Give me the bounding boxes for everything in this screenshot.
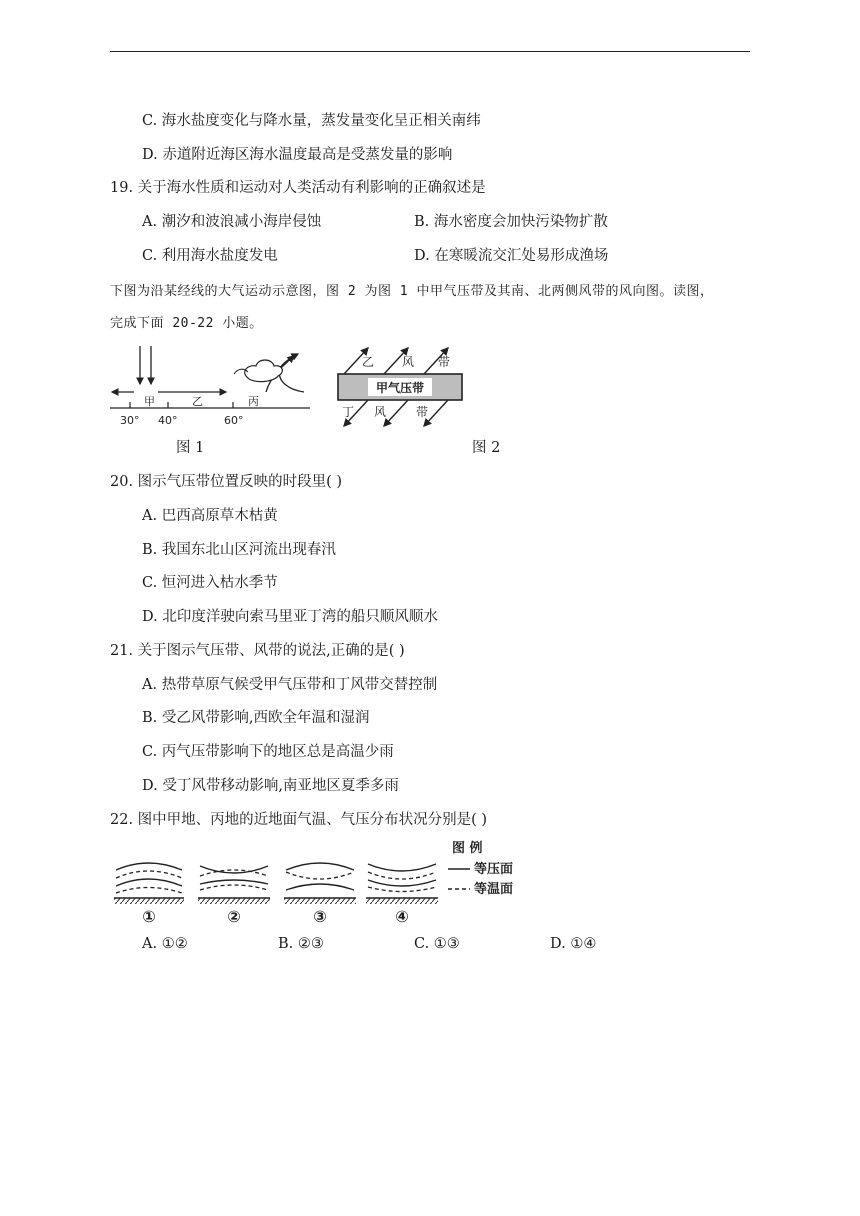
fig1-label-jia: 甲 [144,395,155,408]
fig2-wind-bottom-3: 带 [416,405,429,419]
fig1-tick-60: 60° [224,414,244,427]
fig2-wind-top-2: 风 [402,355,415,369]
fig2-wind-top-3: 带 [438,355,451,369]
question-21-stem: 21. 关于图示气压带、风带的说法,正确的是( ) [110,643,405,659]
fig2-wind-bottom-2: 风 [374,405,387,419]
q20-option-a[interactable]: A. 巴西高原草木枯黄 [142,508,278,524]
fig2-belt-label: 甲气压带 [375,381,425,395]
legend-title: 图 例 [452,841,483,856]
q21-option-a[interactable]: A. 热带草原气候受甲气压带和丁风带交替控制 [142,677,438,693]
panel-label-1: ① [142,907,156,926]
panel-label-3: ③ [313,907,327,926]
q19-option-a[interactable]: A. 潮汐和波浪减小海岸侵蚀 [142,214,322,230]
question-20-stem: 20. 图示气压带位置反映的时段里( ) [110,474,343,490]
q22-option-d[interactable]: D. ①④ [550,936,597,952]
panel-1 [114,863,184,904]
intro-line-1: 下图为沿某经线的大气运动示意图，图 2 为图 1 中甲气压带及其南、北两侧风带的风向图。读图， [110,284,714,299]
fig1-tick-30: 30° [120,414,140,427]
fig1-label-yi: 乙 [192,395,203,408]
figure-3-isobar-panels [112,836,526,928]
fig1-tick-40: 40° [158,414,178,427]
q21-option-d[interactable]: D. 受丁风带移动影响,南亚地区夏季多雨 [142,778,399,794]
panel-2 [198,866,270,904]
figure-1-diagram [108,342,313,432]
q21-option-b[interactable]: B. 受乙风带影响,西欧全年温和湿润 [142,710,370,726]
question-19-stem: 19. 关于海水性质和运动对人类活动有利影响的正确叙述是 [110,180,486,196]
panel-4 [366,864,438,904]
legend-isobar-label: 等压面 [474,862,514,877]
figure-2-diagram [334,344,466,428]
q22-option-a[interactable]: A. ①② [142,936,188,952]
fig2-wind-top-1: 乙 [362,355,375,369]
header-rule [110,51,750,52]
panel-label-4: ④ [395,907,409,926]
figure-1-caption: 图 1 [176,440,205,456]
q21-option-c[interactable]: C. 丙气压带影响下的地区总是高温少雨 [142,744,394,760]
q19-option-c[interactable]: C. 利用海水盐度发电 [142,248,278,264]
fig2-wind-bottom-1: 丁 [342,405,355,419]
fig1-label-bing: 丙 [248,395,259,408]
q19-option-b[interactable]: B. 海水密度会加快污染物扩散 [414,214,608,230]
prev-option-d[interactable]: D. 赤道附近海区海水温度最高是受蒸发量的影响 [142,147,453,163]
figure-2-caption: 图 2 [472,440,501,456]
q22-option-c[interactable]: C. ①③ [414,936,460,952]
intro-line-2: 完成下面 20-22 小题。 [110,316,263,331]
q20-option-d[interactable]: D. 北印度洋驶向索马里亚丁湾的船只顺风顺水 [142,609,438,625]
q19-option-d[interactable]: D. 在寒暖流交汇处易形成渔场 [414,248,609,264]
q20-option-c[interactable]: C. 恒河进入枯水季节 [142,575,278,591]
question-22-stem: 22. 图中甲地、丙地的近地面气温、气压分布状况分别是( ) [110,812,488,828]
panel-label-2: ② [227,907,241,926]
legend-isotherm-label: 等温面 [474,882,514,897]
q22-option-b[interactable]: B. ②③ [278,936,324,952]
q20-option-b[interactable]: B. 我国东北山区河流出现春汛 [142,542,336,558]
prev-option-c[interactable]: C. 海水盐度变化与降水量，蒸发量变化呈正相关南纬 [142,113,481,129]
panel-3 [284,863,356,904]
